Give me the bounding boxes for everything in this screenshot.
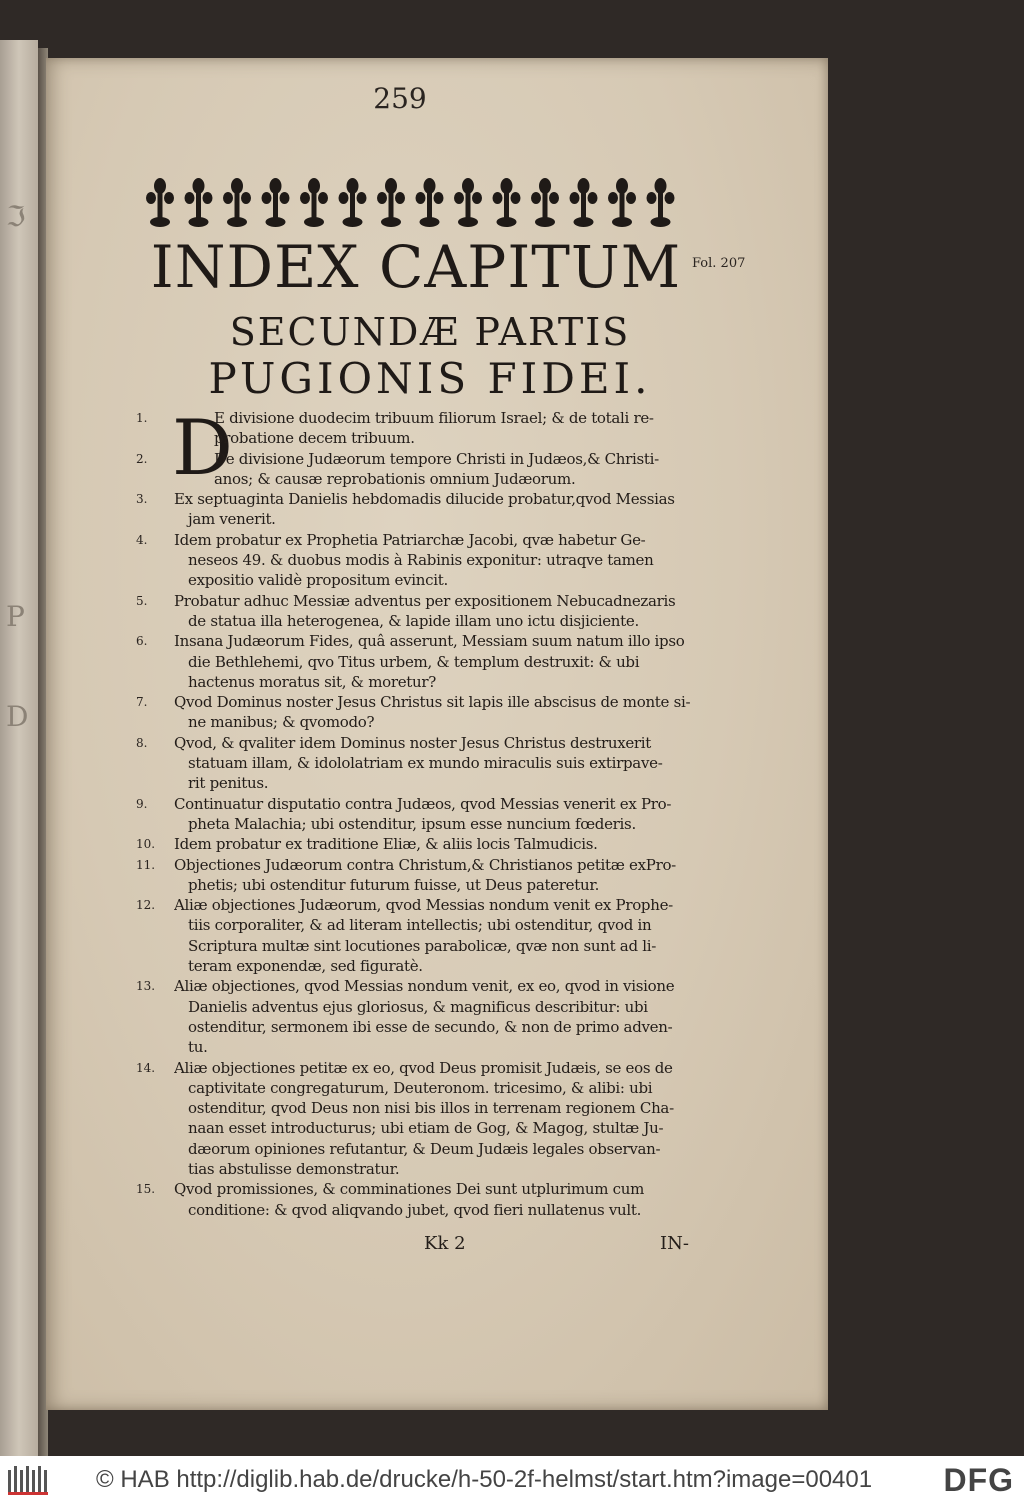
chapter-number: 14. — [136, 1060, 156, 1075]
ornament-motif — [377, 178, 405, 227]
ornament-motif — [647, 178, 675, 227]
chapter-text-line: Scriptura multæ sint locutiones parabolicæ, qvæ non sunt ad li- — [188, 936, 656, 955]
chapter-text-line: ostenditur, qvod Deus non nisi bis illos in terrenam regionem Cha- — [188, 1099, 674, 1118]
chapter-entry — [0, 591, 700, 632]
chapter-text-line: Idem probatur ex traditione Eliæ, & aliis locis Talmudicis. — [174, 835, 598, 854]
chapter-entry — [0, 449, 700, 490]
chapter-text-line: teram exponendæ, sed figuratè. — [188, 957, 423, 976]
chapter-text-line: Qvod Dominus noster Jesus Christus sit lapis ille abscisus de monte si- — [174, 693, 691, 712]
chapter-text-line: Aliæ objectiones petitæ ex eo, qvod Deus promisit Judæis, se eos de — [174, 1058, 673, 1077]
chapter-number: 6. — [136, 634, 148, 649]
subtitle-line-1: SECUNDÆ PARTIS — [229, 310, 631, 354]
chapter-text-line: captivitate congregaturum, Deuteronom. tricesimo, & alibi: ubi — [188, 1078, 653, 1097]
ornament-motif — [185, 178, 213, 227]
chapter-text-line: Insana Judæorum Fides, quâ asserunt, Messiam suum natum illo ipso — [174, 632, 685, 651]
page-number: 259 — [373, 82, 427, 115]
chapter-text-line: hactenus moratus sit, & moretur? — [188, 672, 437, 691]
chapter-text-line: Objectiones Judæorum contra Christum,& Christianos petitæ exPro- — [174, 855, 676, 874]
chapter-entry — [0, 408, 700, 449]
chapter-text-line: expositio validè propositum evincit. — [188, 571, 448, 590]
chapter-text-line: Ex septuaginta Danielis hebdomadis dilucide probatur,qvod Messias — [174, 490, 675, 509]
chapter-entry — [0, 1179, 700, 1220]
ornament-motif — [531, 178, 559, 227]
chapter-text-line: de statua illa heterogenea, & lapide illam uno ictu disjiciente. — [188, 611, 639, 630]
chapter-text-line: De divisione Judæorum tempore Christi in Judæos,& Christi- — [214, 449, 659, 468]
chapter-text-line: dæorum opiniones refutantur, & Deum Judæis legales observan- — [188, 1139, 661, 1158]
chapter-number: 9. — [136, 796, 148, 811]
signature-mark: Kk 2 — [424, 1233, 466, 1254]
ornament-motif — [146, 178, 174, 227]
chapter-text-line: ne manibus; & qvomodo? — [188, 713, 375, 732]
chapter-number: 4. — [136, 532, 148, 547]
chapter-text-line: Aliæ objectiones Judæorum, qvod Messias nondum venit ex Prophe- — [174, 896, 673, 915]
chapter-number: 3. — [136, 492, 148, 507]
chapter-text-line: naan esset introducturus; ubi etiam de Gog, & Magog, stultæ Ju- — [188, 1119, 664, 1138]
chapter-number: 5. — [136, 593, 148, 608]
chapter-entry — [0, 733, 700, 794]
chapter-text-line: Continuatur disputatio contra Judæos, qvod Messias venerit ex Pro- — [174, 794, 672, 813]
footer-bar — [0, 1456, 1024, 1504]
chapter-number: 15. — [136, 1182, 156, 1197]
chapter-entry — [0, 834, 700, 854]
chapter-entry — [0, 855, 700, 896]
chapter-entry — [0, 530, 700, 591]
copyright-url[interactable]: © HAB http://diglib.hab.de/drucke/h-50-2f-helmst/start.htm?image=00401 — [96, 1466, 873, 1493]
chapter-text-line: tiis corporaliter, & ad literam intellectis; ubi ostenditur, qvod in — [188, 916, 652, 935]
ornament-motif — [339, 178, 367, 227]
chapter-text-line: tias abstulisse demonstratur. — [188, 1159, 400, 1178]
ornament-motif — [223, 178, 251, 227]
chapter-text-line: jam venerit. — [188, 510, 276, 529]
chapter-number: 7. — [136, 695, 148, 710]
ornament-motif — [608, 178, 636, 227]
bleed-through-glyph: P — [6, 600, 25, 633]
chapter-text-line: E divisione duodecim tribuum filiorum Israel; & de totali re- — [214, 409, 654, 427]
chapter-entry — [0, 976, 700, 1057]
chapter-text-line: statuam illam, & idololatriam ex mundo miraculis suis extirpave- — [188, 754, 663, 773]
dfg-logo: DFG — [943, 1462, 1014, 1498]
chapter-entry — [0, 489, 700, 530]
hab-logo-icon — [6, 1460, 66, 1500]
chapter-entry — [0, 631, 700, 692]
chapter-text-line: Probatur adhuc Messiæ adventus per expositionem Nebucadnezaris — [174, 591, 676, 610]
chapter-text-line: probatione decem tribuum. — [214, 429, 415, 448]
ornament-motif — [570, 178, 598, 227]
chapter-number: 8. — [136, 735, 148, 750]
chapter-text-line: phetis; ubi ostenditur futurum fuisse, ut Deus pateretur. — [188, 875, 600, 894]
bleed-through-glyph: ℑ — [6, 200, 26, 233]
chapter-index-list — [0, 403, 700, 1220]
chapter-text-line: ostenditur, sermonem ibi esse de secundo, & non de primo adven- — [188, 1017, 673, 1036]
chapter-text-line: die Bethlehemi, qvo Titus urbem, & templum destruxit: & ubi — [188, 652, 640, 671]
drop-cap: D — [172, 403, 233, 492]
chapter-text-line: neseos 49. & duobus modis à Rabinis exponitur: utraqve tamen — [188, 551, 654, 570]
chapter-text-line: Danielis adventus ejus gloriosus, & magnificus describitur: ubi — [188, 997, 648, 1016]
chapter-text-line: anos; & causæ reprobationis omnium Judæorum. — [214, 469, 576, 488]
chapter-entry — [0, 895, 700, 976]
chapter-entry — [0, 1058, 700, 1180]
chapter-entry — [0, 692, 700, 733]
chapter-number: 2. — [136, 451, 148, 466]
ornament-border-icon — [140, 176, 682, 230]
page-title: INDEX CAPITUM — [150, 233, 682, 301]
chapter-entry — [0, 794, 700, 835]
chapter-number: 1. — [136, 411, 148, 425]
ornament-motif — [454, 178, 482, 227]
ornament-motif — [493, 178, 521, 227]
chapter-text-line: Idem probatur ex Prophetia Patriarchæ Jacobi, qvæ habetur Ge- — [174, 530, 646, 549]
chapter-text-line: Qvod, & qvaliter idem Dominus noster Jesus Christus destruxerit — [174, 733, 652, 752]
chapter-number: 10. — [136, 837, 156, 852]
chapter-number: 12. — [136, 898, 156, 913]
ornament-motif — [262, 178, 290, 227]
chapter-text-line: conditione: & qvod aliqvando jubet, qvod fieri nullatenus vult. — [188, 1200, 642, 1219]
chapter-text-line: Qvod promissiones, & comminationes Dei sunt utplurimum cum — [174, 1180, 645, 1199]
folio-reference: Fol. 207 — [692, 256, 746, 271]
chapter-text-line: tu. — [188, 1038, 208, 1057]
subtitle-line-2: PUGIONIS FIDEI. — [208, 354, 652, 403]
bleed-through-glyph: D — [6, 700, 29, 733]
chapter-text-line: pheta Malachia; ubi ostenditur, ipsum esse nuncium fœderis. — [188, 814, 636, 833]
chapter-number: 13. — [136, 979, 156, 994]
chapter-text-line: rit penitus. — [188, 774, 269, 793]
ornament-motif — [300, 178, 328, 227]
chapter-number: 11. — [136, 857, 156, 872]
ornament-motif — [416, 178, 444, 227]
chapter-text-line: Aliæ objectiones, qvod Messias nondum venit, ex eo, qvod in visione — [174, 977, 675, 996]
catchword: IN- — [660, 1233, 689, 1254]
